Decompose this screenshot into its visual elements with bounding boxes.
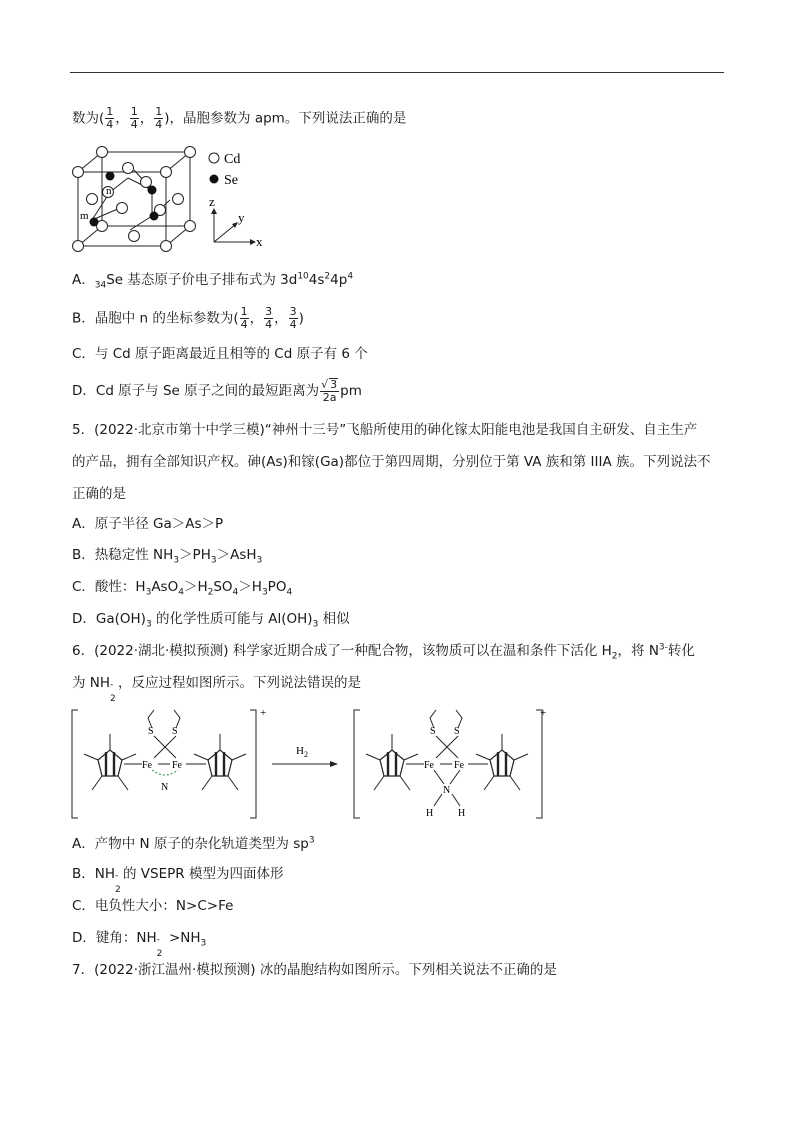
question-5-line1: 5．(2022·北京市第十中学三模)“神州十三号”飞船所使用的砷化镓太阳能电池是我国自主研发、自主生产 [72,422,698,438]
svg-text:Fe: Fe [454,760,464,771]
charge-left: + [260,707,267,719]
svg-text:N: N [443,785,451,796]
question-7-line1: 7．(2022·浙江温州·模拟预测) 冰的晶胞结构如图所示。下列相关说法不正确的是 [72,962,557,978]
svg-text:S: S [172,726,178,737]
svg-text:Fe: Fe [424,760,434,771]
unit-cell-figure [70,142,280,254]
option-5c: C．酸性：$H_3AsO_4>H_2SO_4>H_3PO_4$ [72,579,293,598]
svg-text:Fe: Fe [142,760,152,771]
option-6d: D．键角：NH - 2 $>NH_3$ [72,930,207,959]
question-6-line1: 6．(2022·湖北·模拟预测) 科学家近期合成了一种配合物，该物质可以在温和条件下活化 $H_2$，将 $N^{3-}$转化 [72,642,695,662]
option-6b: B．NH - 2 的 VSEPR 模型为四面体形 [72,866,284,895]
arrow-label: $H_2$ [296,745,308,759]
axis-x: x [256,234,263,249]
option-6a: A．产物中 N 原子的杂化轨道类型为 $sp^3$ [72,835,315,852]
svg-text:Fe: Fe [172,760,182,771]
charge-right: + [540,707,547,719]
label-m: m [80,210,89,222]
svg-text:S: S [430,726,436,737]
option-5b: B．热稳定性 $NH_3>PH_3>AsH_3$ [72,547,263,566]
option-4a: A．$_{34}$Se 基态原子价电子排布式为 $3d^{10}4s^24p^4$ [72,271,354,291]
option-6c: C．电负性大小：N>C>Fe [72,898,234,914]
option-5d: D．$Ga(OH)_3$ 的化学性质可能与 $Al(OH)_3$ 相似 [72,611,350,630]
svg-text:H: H [426,808,434,819]
svg-text:S: S [454,726,460,737]
option-4b: B．晶胞中 n 的坐标参数为( $\frac{1}{4}$ ， $\frac{3}{4}$ ， $\frac{3}{4}$ ) [72,305,304,331]
reaction-scheme [70,706,550,824]
question-5-line2: 的产品，拥有全部知识产权。砷(As)和镓(Ga)都位于第四周期，分别位于第 VA 族和第 IIIA 族。下列说法不 [72,454,711,470]
option-5a: A．原子半径 Ga＞As＞P [72,516,224,532]
option-4c: C．与 Cd 原子距离最近且相等的 Cd 原子有 6 个 [72,346,368,362]
axis-z: z [209,194,215,209]
header-rule [70,72,724,73]
legend-se: Se [224,173,238,188]
svg-text:H: H [458,808,466,819]
svg-text:N: N [161,782,169,793]
legend-cd: Cd [224,152,241,167]
svg-text:S: S [148,726,154,737]
fraction: $\frac{1}{4}$ [106,105,114,131]
question-5-line3: 正确的是 [72,486,126,502]
axis-y: y [238,210,245,225]
question-4-stem-tail: 数为( $\frac{1}{4}$ ， $\frac{1}{4}$ ， $\frac{1}{4}$ )，晶胞参数为 apm。下列说法正确的是 [72,105,407,131]
question-6-line2: 为 NH - 2 ，反应过程如图所示。下列说法错误的是 [72,675,362,704]
fraction: $\frac{1}{4}$ [155,105,163,131]
option-4d: D．Cd 原子与 Se 原子之间的最短距离为 $\frac{√ 3}{2a}$ pm [72,378,362,404]
fraction: $\frac{1}{4}$ [130,105,138,131]
label-n: n [106,185,112,197]
